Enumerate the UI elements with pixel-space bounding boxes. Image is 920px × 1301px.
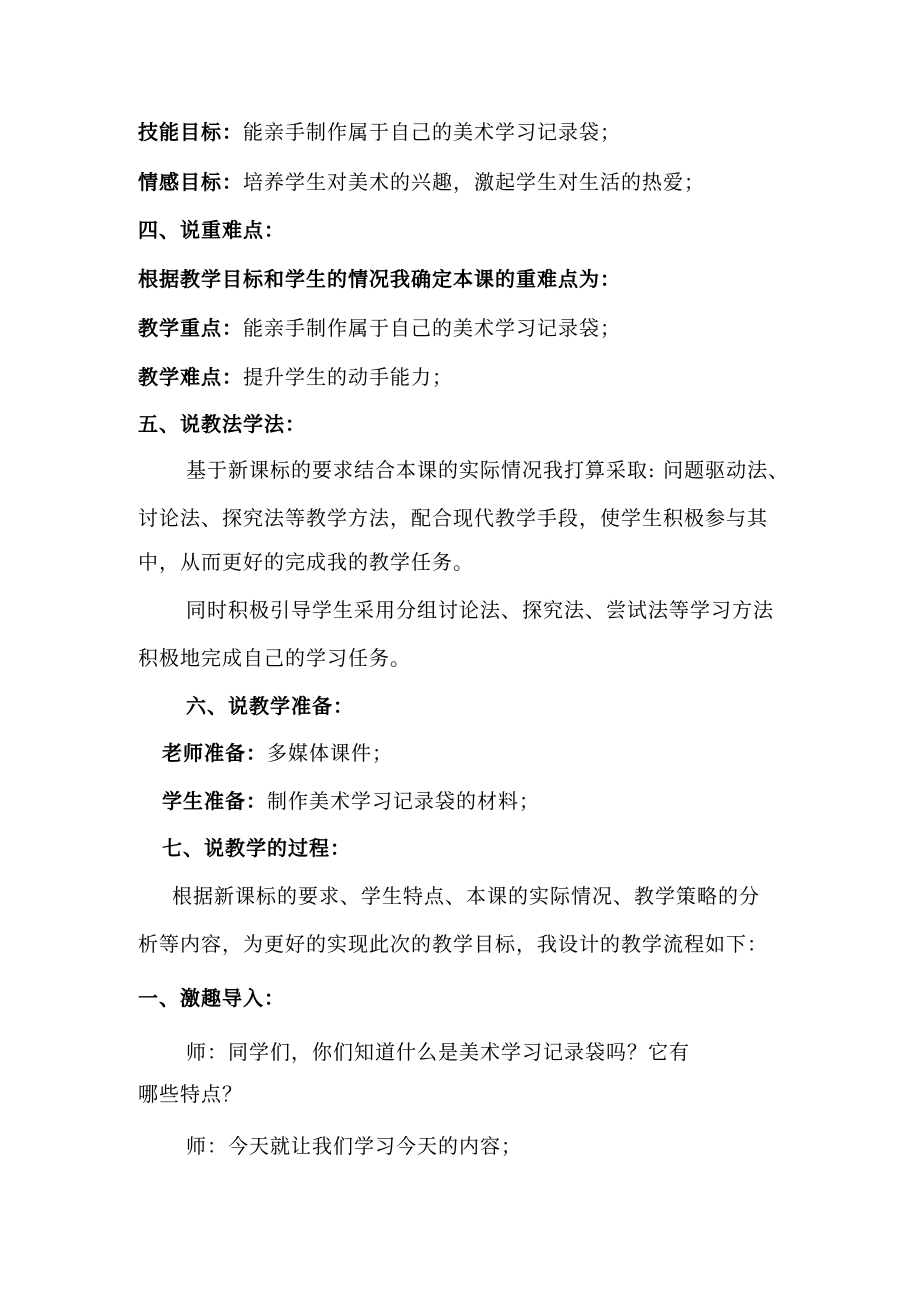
teacher-question-line-1: 师：同学们，你们知道什么是美术学习记录袋吗？它有 xyxy=(186,1040,690,1064)
paragraph-methods-line-1: 基于新课标的要求结合本课的实际情况我打算采取: 问题驱动法、 xyxy=(186,458,790,482)
subsection-1-heading: 一、激趣导入： xyxy=(138,986,285,1010)
teaching-difficulty-line xyxy=(138,365,453,389)
emotion-objective-line xyxy=(138,170,705,194)
section-4-heading: 四、说重难点： xyxy=(138,218,285,242)
emotion-objective-text: 培养学生对美术的兴趣，激起学生对生活的热爱； xyxy=(243,170,705,194)
paragraph-process-line-1: 根据新课标的要求、学生特点、本课的实际情况、教学策略的分 xyxy=(172,884,760,908)
paragraph-process-line-2: 析等内容，为更好的实现此次的教学目标，我设计的教学流程如下： xyxy=(138,932,768,956)
teacher-prep-text: 多媒体课件； xyxy=(267,741,393,765)
section-6-heading: 六、说教学准备： xyxy=(186,694,354,718)
teacher-prep-label: 老师准备： xyxy=(162,741,267,765)
teaching-key-text: 能亲手制作属于自己的美术学习记录袋； xyxy=(243,316,621,340)
teaching-key-line xyxy=(138,316,621,340)
student-prep-text: 制作美术学习记录袋的材料； xyxy=(267,789,540,813)
paragraph-learning-line-2: 积极地完成自己的学习任务。 xyxy=(138,646,411,670)
paragraph-learning-line-1: 同时积极引导学生采用分组讨论法、探究法、尝试法等学习方法 xyxy=(186,598,774,622)
teacher-question-line-2: 哪些特点？ xyxy=(138,1082,243,1106)
section-4-intro: 根据教学目标和学生的情况我确定本课的重难点为： xyxy=(138,267,621,291)
teaching-key-label: 教学重点： xyxy=(138,316,243,340)
skill-objective-text: 能亲手制作属于自己的美术学习记录袋； xyxy=(243,120,621,144)
skill-objective-label: 技能目标： xyxy=(138,120,243,144)
teaching-difficulty-text: 提升学生的动手能力； xyxy=(243,365,453,389)
teacher-intro-line: 师：今天就让我们学习今天的内容； xyxy=(186,1134,522,1158)
student-prep-label: 学生准备： xyxy=(162,789,267,813)
section-7-heading: 七、说教学的过程： xyxy=(162,836,351,860)
student-prep-line xyxy=(162,789,540,813)
paragraph-methods-line-2: 讨论法、探究法等教学方法，配合现代教学手段，使学生积极参与其 xyxy=(138,506,768,530)
emotion-objective-label: 情感目标： xyxy=(138,170,243,194)
skill-objective-line xyxy=(138,120,621,144)
teacher-prep-line xyxy=(162,741,393,765)
paragraph-methods-line-3: 中，从而更好的完成我的教学任务。 xyxy=(138,550,474,574)
teaching-difficulty-label: 教学难点： xyxy=(138,365,243,389)
section-5-heading: 五、说教法学法： xyxy=(138,412,306,436)
